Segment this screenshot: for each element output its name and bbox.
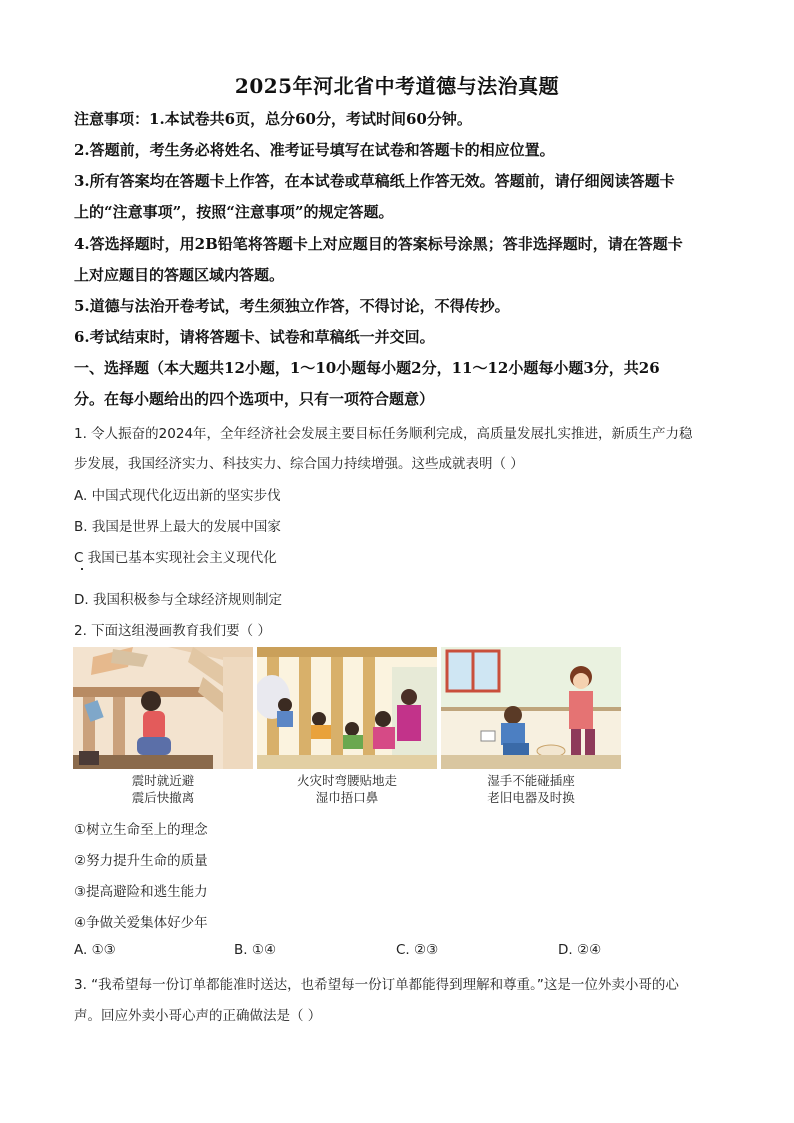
q1-option-c: C 我国已基本实现社会主义现代化 (74, 550, 277, 566)
q3-stem-line-2: 声。回应外卖小哥心声的正确做法是（ ） (74, 1008, 322, 1024)
comic-fire-caption (257, 772, 437, 806)
caption-line: 震后快撤离 (131, 790, 195, 805)
notice-line-8: 6.考试结束时，请将答题卡、试卷和草稿纸一并交回。 (74, 328, 435, 346)
section-heading-2: 分。在每小题给出的四个选项中，只有一项符合题意） (74, 390, 435, 408)
q1-stem-line-1: 1. 令人振奋的2024年，全年经济社会发展主要目标任务顺利完成，高质量发展扎实推进，新质生产力稳 (74, 426, 693, 442)
q1-stem-line-2: 步发展，我国经济实力、科技实力、综合国力持续增强。这些成就表明（ ） (74, 456, 524, 472)
comic-earthquake-image (73, 647, 253, 769)
comic-electric-caption (441, 772, 621, 806)
q3-stem-line-1: 3. “我希望每一份订单都能准时送达，也希望每一份订单都能得到理解和尊重。”这是一位外卖小哥的心 (74, 977, 679, 993)
q2-choice-b: B. ①④ (234, 942, 277, 958)
q1-option-d: D. 我国积极参与全球经济规则制定 (74, 592, 282, 608)
q2-item-1: ①树立生命至上的理念 (74, 822, 208, 838)
q2-item-2: ②努力提升生命的质量 (74, 853, 208, 869)
q2-item-3: ③提高避险和逃生能力 (74, 884, 208, 900)
notice-line-2: 2.答题前，考生务必将姓名、准考证号填写在试卷和答题卡的相应位置。 (74, 141, 555, 159)
q2-item-4: ④争做关爱集体好少年 (74, 915, 208, 931)
q2-choice-c: C. ②③ (396, 942, 439, 958)
notice-line-7: 5.道德与法治开卷考试，考生须独立作答，不得讨论，不得传抄。 (74, 297, 510, 315)
caption-line: 湿手不能碰插座 (487, 773, 575, 788)
q2-stem: 2. 下面这组漫画教育我们要（ ） (74, 623, 271, 639)
q2-choice-d: D. ②④ (558, 942, 602, 958)
caption-line: 老旧电器及时换 (487, 790, 575, 805)
notice-line-6: 上对应题目的答题区域内答题。 (74, 266, 285, 284)
comic-fire-image (257, 647, 437, 769)
stray-dot (81, 568, 83, 570)
section-heading-1: 一、选择题（本大题共12小题，1～10小题每小题2分，11～12小题每小题3分，共26 (74, 359, 660, 377)
notice-line-3: 3.所有答案均在答题卡上作答，在本试卷或草稿纸上作答无效。答题前，请仔细阅读答题卡 (74, 172, 675, 190)
comic-earthquake-caption (73, 772, 253, 806)
caption-line: 湿巾捂口鼻 (315, 790, 379, 805)
notice-line-1: 注意事项：1.本试卷共6页，总分60分，考试时间60分钟。 (74, 110, 472, 128)
q1-option-a: A. 中国式现代化迈出新的坚实步伐 (74, 488, 281, 504)
q2-choice-a: A. ①③ (74, 942, 116, 958)
notice-line-4: 上的“注意事项”，按照“注意事项”的规定答题。 (74, 203, 394, 221)
notice-line-5: 4.答选择题时，用2B铅笔将答题卡上对应题目的答案标号涂黑；答非选择题时，请在答题卡 (74, 235, 683, 253)
caption-line: 火灾时弯腰贴地走 (296, 773, 397, 788)
caption-line: 震时就近避 (131, 773, 195, 788)
q1-option-b: B. 我国是世界上最大的发展中国家 (74, 519, 281, 535)
comic-electric-image (441, 647, 621, 769)
exam-title: 2025年河北省中考道德与法治真题 (234, 74, 560, 98)
